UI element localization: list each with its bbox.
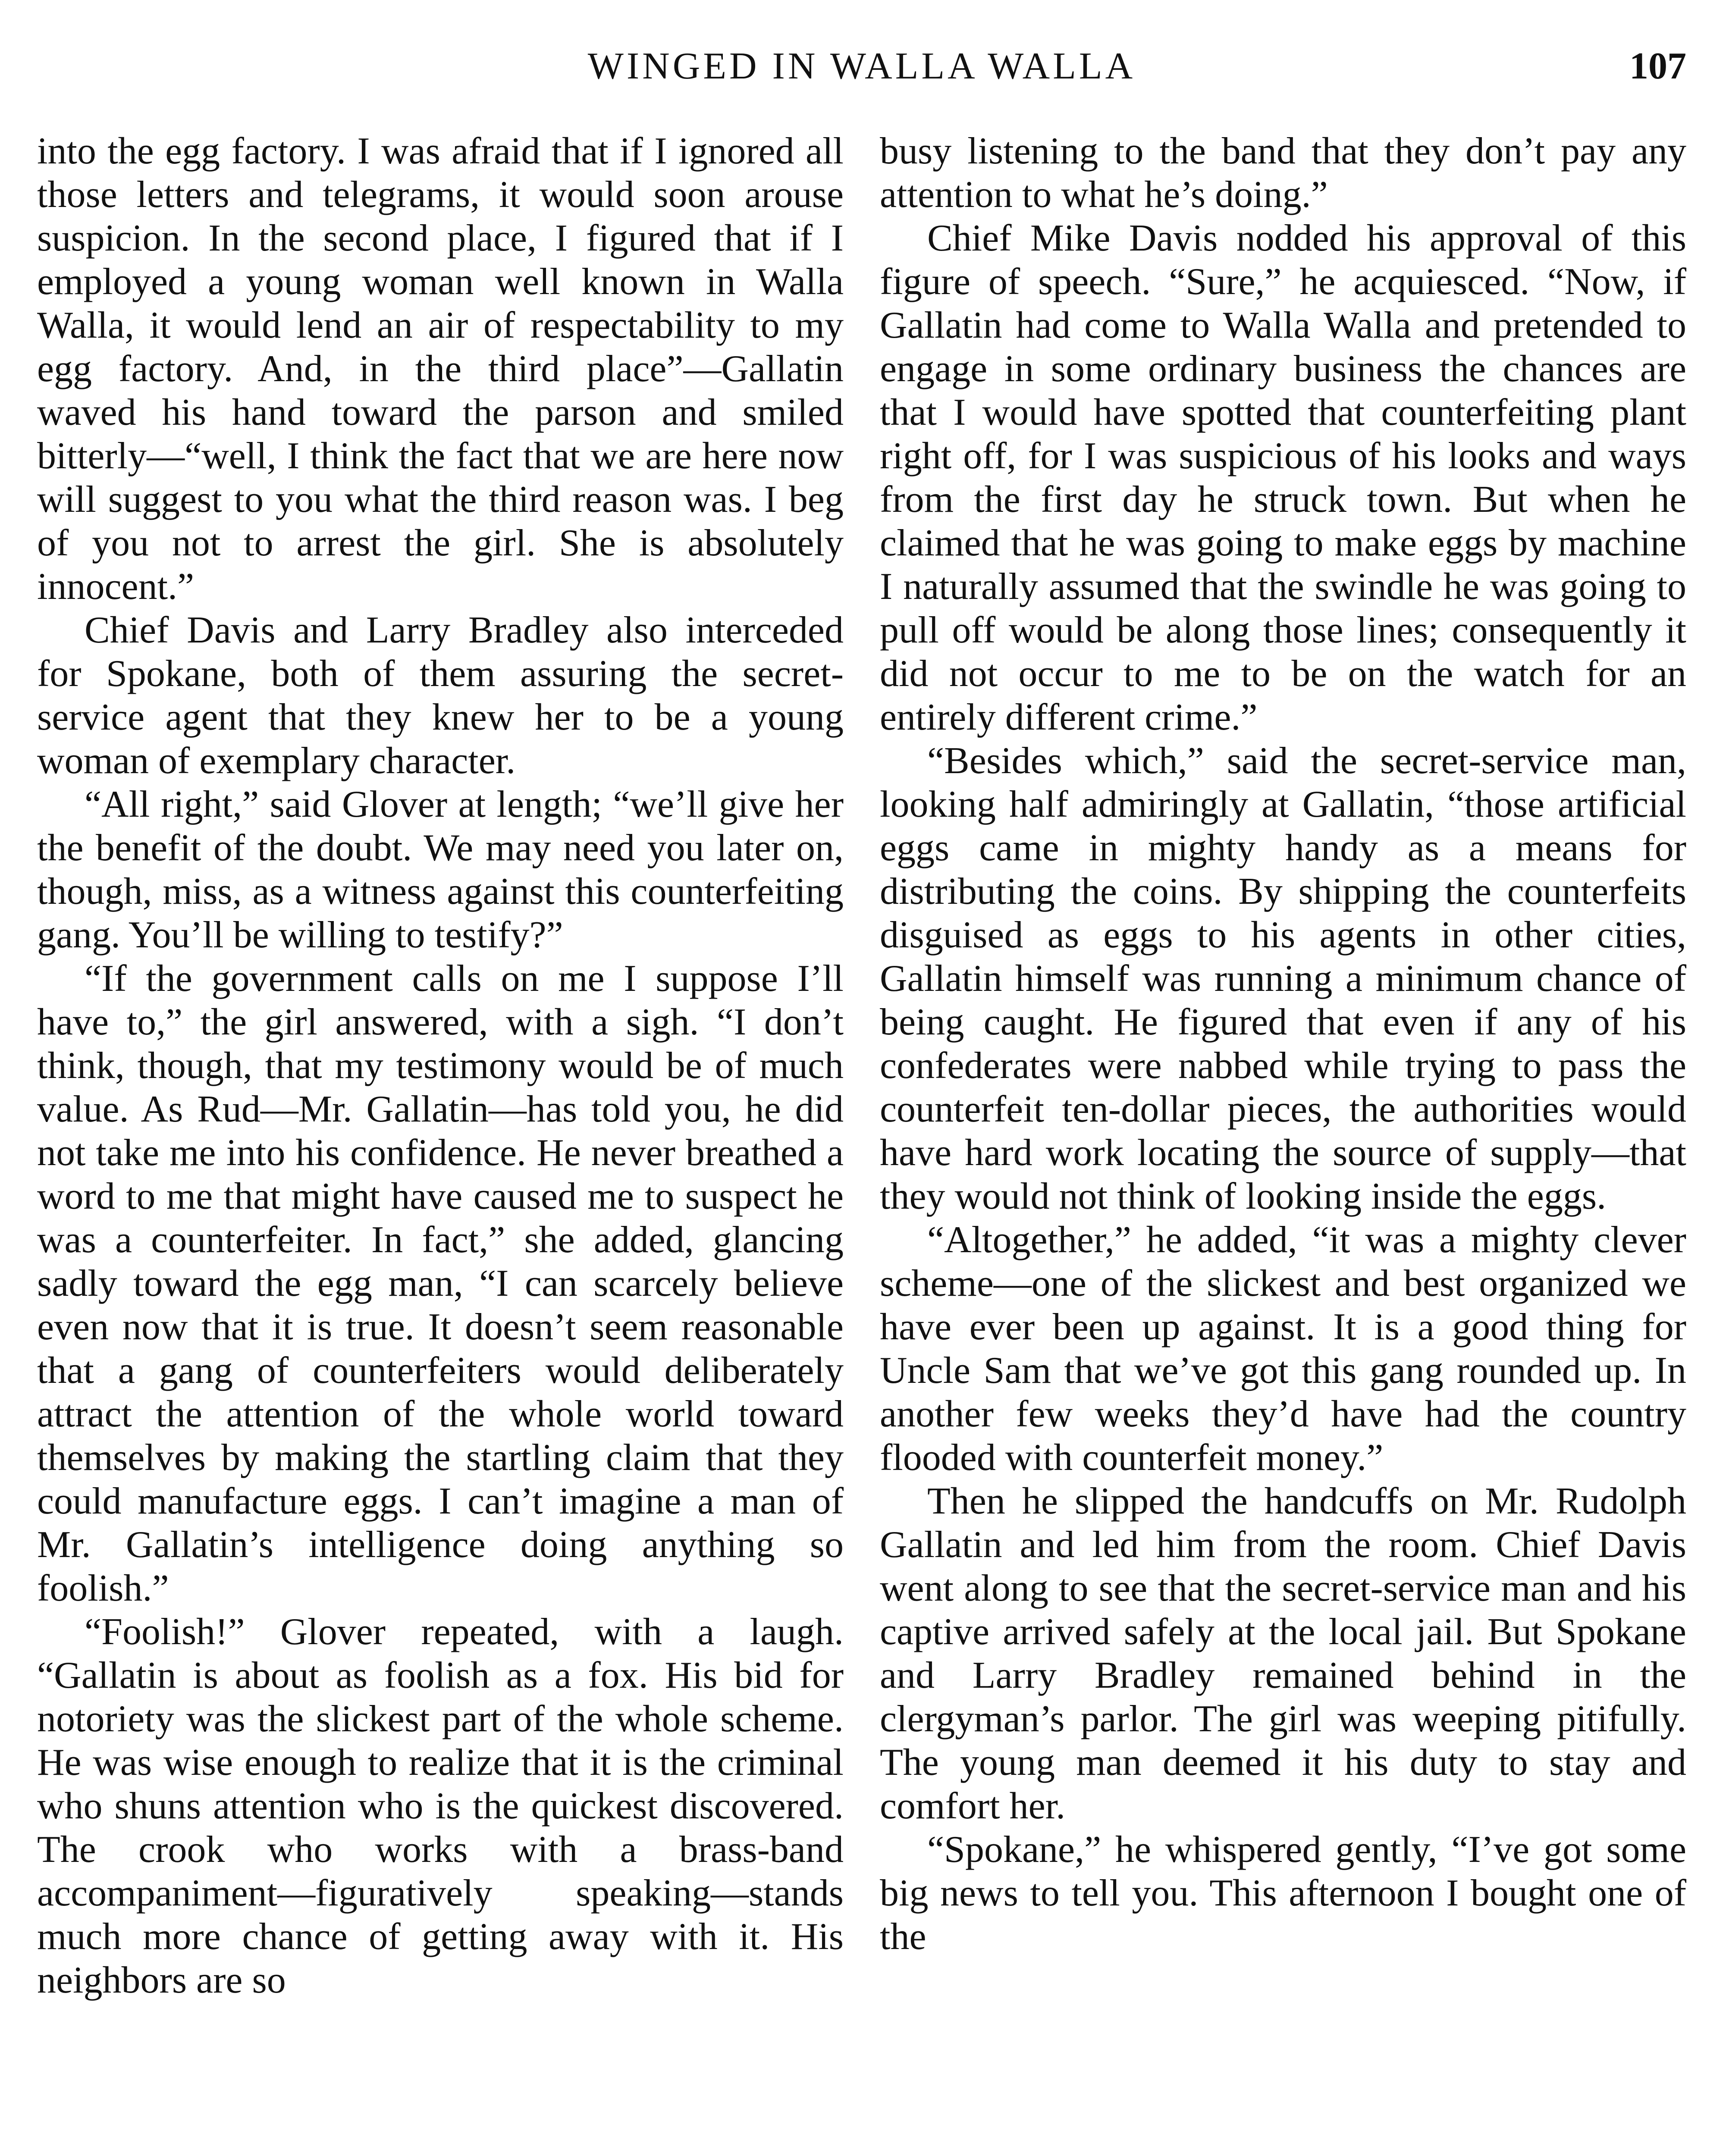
paragraph: Then he slipped the handcuffs on Mr. Rudolph Gallatin and led him from the room. Chief Davis went along to see that the secret-service man and his captive arrived safely at the local jail. But Spokane and Larry Bradley remained behind in the clergyman’s parlor. The girl was weeping pitifully. The young man deemed it his duty to stay and comfort her. <box>880 1480 1686 1827</box>
paragraph: “Spokane,” he whispered gently, “I’ve got some big news to tell you. This afternoon I bought one of the <box>880 1829 1686 1958</box>
page-header <box>37 47 1686 99</box>
paragraph: “Besides which,” said the secret-service man, looking half admiringly at Gallatin, “those artificial eggs came in mighty handy as a means for distributing the coins. By shipping the counterfeits disguised as eggs to his agents in other cities, Gallatin himself was running a minimum chance of being caught. He figured that even if any of his confederates were nabbed while trying to pass the counterfeit ten-dollar pieces, the authorities would have hard work locating the source of supply—that they would not think of looking inside the eggs. <box>880 740 1686 1217</box>
left-column <box>37 129 844 2002</box>
paragraph: into the egg factory. I was afraid that if I ignored all those letters and telegrams, it would soon arouse suspicion. In the second place, I figured that if I employed a young woman well known in Walla Walla, it would lend an air of respectability to my egg factory. And, in the third place”—Gallatin waved his hand toward the parson and smiled bitterly—“well, I think the fact that we are here now will suggest to you what the third reason was. I beg of you not to arrest the girl. She is absolutely innocent.” <box>37 130 844 608</box>
running-head: WINGED IN WALLA WALLA <box>587 45 1136 87</box>
right-column <box>880 129 1686 2002</box>
text-columns <box>37 129 1686 2002</box>
page-number: 107 <box>1629 45 1686 87</box>
paragraph: “If the government calls on me I suppose I’ll have to,” the girl answered, with a sigh. “I don’t think, though, that my testimony would be of much value. As Rud—Mr. Gallatin—has told you, he did not take me into his confidence. He never breathed a word to me that might have caused me to suspect he was a counterfeiter. In fact,” she added, glancing sadly toward the egg man, “I can scarcely believe even now that it is true. It doesn’t seem reasonable that a gang of counterfeiters would deliberately attract the attention of the whole world toward themselves by making the startling claim that they could manufacture eggs. I can’t imagine a man of Mr. Gallatin’s intelligence doing anything so foolish.” <box>37 958 844 1609</box>
paragraph: “Altogether,” he added, “it was a mighty clever scheme—one of the slickest and best organized we have ever been up against. It is a good thing for Uncle Sam that we’ve got this gang rounded up. In another few weeks they’d have had the country flooded with counterfeit money.” <box>880 1219 1686 1479</box>
paragraph: “All right,” said Glover at length; “we’ll give her the benefit of the doubt. We may need you later on, though, miss, as a witness against this counterfeiting gang. You’ll be willing to testify?” <box>37 783 844 956</box>
paragraph: “Foolish!” Glover repeated, with a laugh. “Gallatin is about as foolish as a fox. His bid for notoriety was the slickest part of the whole scheme. He was wise enough to realize that it is the criminal who shuns attention who is the quickest discovered. The crook who works with a brass-band accompaniment—figuratively speaking—stands much more chance of getting away with it. His neighbors are so <box>37 1611 844 2001</box>
paragraph: Chief Davis and Larry Bradley also interceded for Spokane, both of them assuring the secret-service agent that they knew her to be a young woman of exemplary character. <box>37 609 844 782</box>
paragraph: busy listening to the band that they don’t pay any attention to what he’s doing.” <box>880 130 1686 216</box>
paragraph: Chief Mike Davis nodded his approval of this figure of speech. “Sure,” he acquiesced. “Now, if Gallatin had come to Walla Walla and pretended to engage in some ordinary business the chances are that I would have spotted that counterfeiting plant right off, for I was suspicious of his looks and ways from the first day he struck town. But when he claimed that he was going to make eggs by machine I naturally assumed that the swindle he was going to pull off would be along those lines; consequently it did not occur to me to be on the watch for an entirely different crime.” <box>880 217 1686 738</box>
